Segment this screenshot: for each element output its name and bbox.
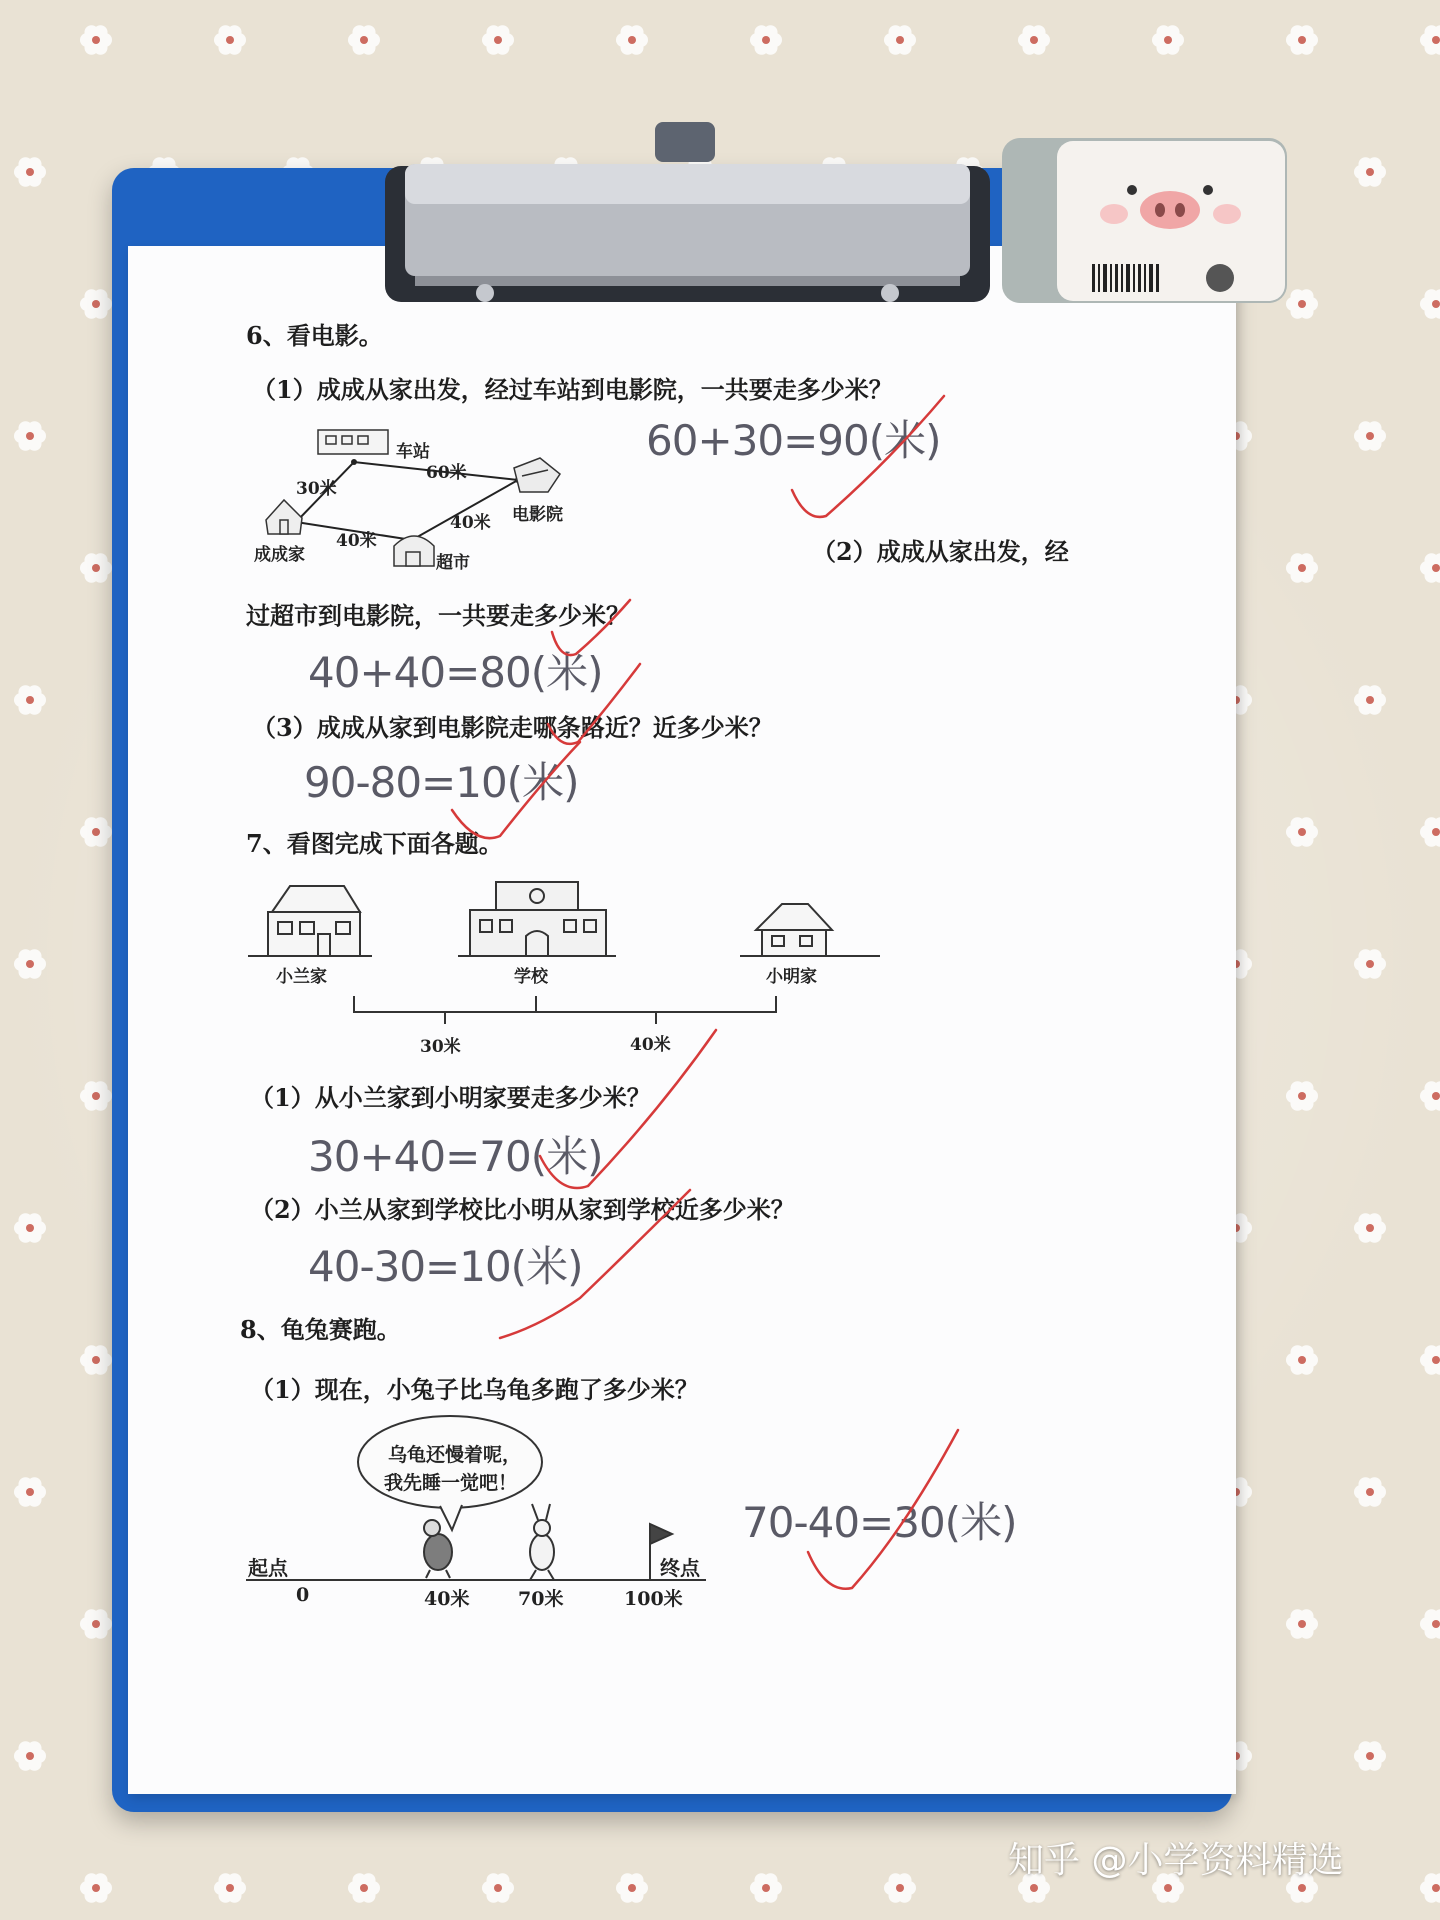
q8-part1-question: （1）现在，小兔子比乌龟多跑了多少米？ bbox=[250, 1375, 699, 1404]
check-mark-q6-4 bbox=[452, 742, 580, 838]
check-mark-q7-2 bbox=[500, 1190, 690, 1338]
map-distance-home-station: 30米 bbox=[296, 479, 337, 499]
check-mark-q6-1 bbox=[792, 396, 944, 517]
check-mark-q6-3 bbox=[548, 664, 640, 744]
q7-part2-answer: 40-30=10(米) bbox=[308, 1242, 583, 1291]
q6-part2-answer: 40+40=80(米) bbox=[308, 648, 603, 697]
label-distance-40: 40米 bbox=[630, 1035, 671, 1055]
label-start: 起点 bbox=[248, 1556, 288, 1580]
label-distance-30: 30米 bbox=[420, 1037, 461, 1057]
zhihu-watermark: 知乎 @小学资料精选 bbox=[1008, 1840, 1344, 1881]
q6-part2-question-line1: （2）成成从家出发，经 bbox=[812, 537, 1069, 566]
q7-part2-question: （2）小兰从家到学校比小明从家到学校近多少米？ bbox=[250, 1195, 795, 1224]
q6-part1-question: （1）成成从家出发，经过车站到电影院，一共要走多少米？ bbox=[252, 375, 893, 404]
q6-part1-answer: 60+30=90(米) bbox=[646, 416, 941, 465]
label-finish: 终点 bbox=[660, 1556, 700, 1580]
map-distance-station-cinema: 60米 bbox=[426, 463, 467, 483]
map-label-station: 车站 bbox=[396, 442, 430, 462]
bubble-text-line2: 我先睡一觉吧！ bbox=[384, 1472, 518, 1494]
check-mark-q7-1 bbox=[540, 1030, 716, 1188]
tick-0: 0 bbox=[296, 1584, 310, 1606]
q7-part1-answer: 30+40=70(米) bbox=[308, 1132, 603, 1181]
map-label-home: 成成家 bbox=[254, 545, 305, 565]
q6-part3-answer: 90-80=10(米) bbox=[304, 758, 579, 807]
label-school: 学校 bbox=[514, 967, 548, 987]
q6-title: 6、看电影。 bbox=[246, 321, 383, 350]
map-distance-home-market: 40米 bbox=[336, 531, 377, 551]
label-xiaoming-home: 小明家 bbox=[766, 967, 817, 987]
tick-70: 70米 bbox=[518, 1588, 564, 1610]
q6-part2-question-line2: 过超市到电影院，一共要走多少米？ bbox=[246, 601, 630, 630]
map-distance-market-cinema: 40米 bbox=[450, 513, 491, 533]
map-label-cinema: 电影院 bbox=[512, 505, 563, 525]
tick-100: 100米 bbox=[624, 1588, 683, 1610]
label-xiaolan-home: 小兰家 bbox=[276, 967, 327, 987]
q7-title: 7、看图完成下面各题。 bbox=[246, 829, 503, 858]
check-mark-q8-1 bbox=[808, 1430, 958, 1589]
check-mark-q6-2 bbox=[552, 600, 630, 655]
q6-part3-question: （3）成成从家到电影院走哪条路近？近多少米？ bbox=[252, 713, 773, 742]
bubble-text-line1: 乌龟还慢着呢， bbox=[388, 1444, 522, 1466]
q7-part1-question: （1）从小兰家到小明家要走多少米？ bbox=[250, 1083, 651, 1112]
tick-40: 40米 bbox=[424, 1588, 470, 1610]
q8-part1-answer: 70-40=30(米) bbox=[742, 1498, 1017, 1547]
q8-title: 8、龟兔赛跑。 bbox=[240, 1315, 401, 1344]
map-label-market: 超市 bbox=[436, 553, 470, 573]
